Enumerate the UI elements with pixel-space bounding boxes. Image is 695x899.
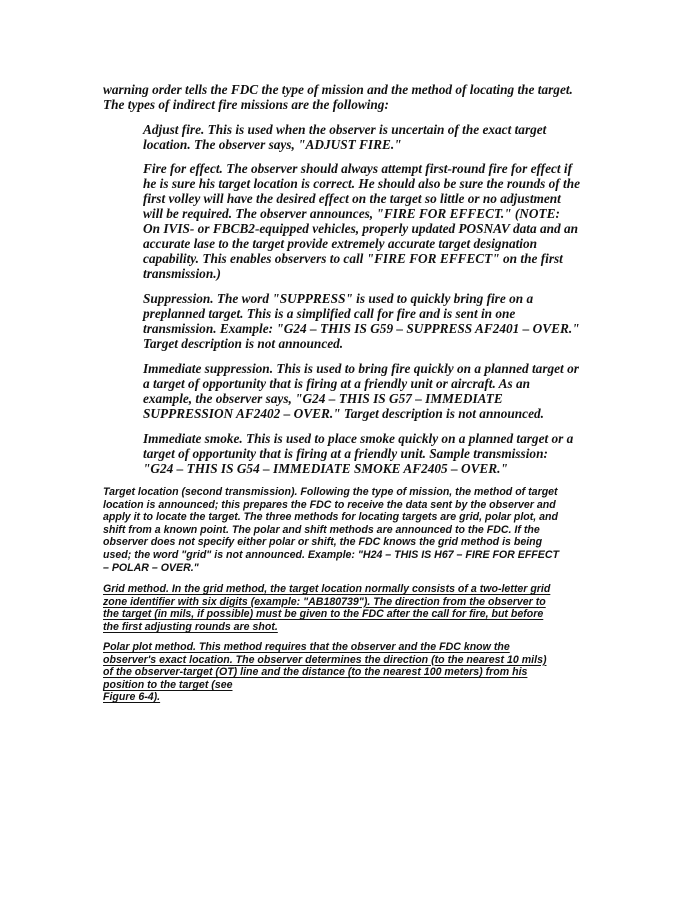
text-line: On IVIS- or FBCB2-equipped vehicles, properly updated POSNAV data and an	[143, 221, 579, 236]
text-line: used; the word "grid" is not announced. Example: "H24 – THIS IS H67 – FIRE FOR EFFECT	[103, 548, 559, 561]
text-line: The types of indirect fire missions are the following:	[103, 97, 389, 112]
intro-paragraph	[103, 82, 573, 112]
text-line: Grid method. In the grid method, the target location normally consists of a two-letter grid	[103, 583, 551, 595]
polar-method-paragraph	[103, 641, 546, 704]
text-line: example, the observer says, "G24 – THIS IS G57 – IMMEDIATE	[143, 391, 503, 406]
mission-adjust-fire	[143, 122, 546, 152]
text-line: of the observer-target (OT) line and the distance (to the nearest 100 meters) from his	[103, 666, 528, 679]
figure-link[interactable]: Figure 6-4).	[103, 691, 161, 704]
text-line: zone identifier with six digits (example: "AB180739"). The direction from the observer to	[103, 595, 546, 608]
text-line: first volley will have the desired effect on the target so little or no adjustment	[143, 191, 561, 206]
text-line: – POLAR – OVER."	[103, 561, 199, 574]
text-line: Adjust fire. This is used when the observer is uncertain of the exact target	[143, 122, 547, 137]
text-line: preplanned target. This is a simplified call for fire and is sent in one	[143, 306, 516, 321]
text-line: warning order tells the FDC the type of mission and the method of locating the target.	[103, 82, 573, 97]
text-line: location. The observer says, "ADJUST FIRE."	[143, 137, 402, 152]
text-line: the target (in mils, if possible) must be given to the FDC after the call for fire, but before	[103, 608, 544, 621]
text-line: capability. This enables observers to call "FIRE FOR EFFECT" on the first	[143, 251, 563, 266]
text-line: the first adjusting rounds are shot.	[103, 620, 278, 633]
text-line: a target of opportunity that is firing at a friendly unit or aircraft. As an	[143, 376, 531, 391]
text-line: Fire for effect. The observer should always attempt first-round fire for effect if	[143, 161, 573, 176]
mission-fire-for-effect	[143, 161, 580, 281]
target-location-paragraph	[103, 486, 559, 574]
text-line: he is sure his target location is correct. He should also be sure the rounds of the	[143, 176, 580, 191]
text-line: Target location (second transmission). Following the type of mission, the method of target	[103, 486, 558, 498]
text-line: Immediate smoke. This is used to place smoke quickly on a planned target or a	[143, 431, 574, 446]
text-line: transmission.)	[143, 266, 221, 281]
text-line: accurate lase to the target provide extremely accurate target designation	[143, 236, 538, 251]
mission-suppression	[143, 291, 580, 351]
grid-method-paragraph	[103, 583, 550, 633]
text-line: Polar plot method. This method requires that the observer and the FDC know the	[103, 641, 510, 653]
mission-immediate-smoke	[143, 431, 573, 476]
text-line: Suppression. The word "SUPPRESS" is used to quickly bring fire on a	[143, 291, 534, 306]
text-line: target of opportunity that is firing at a friendly unit. Sample transmission:	[143, 446, 548, 461]
text-line: position to the target (see	[103, 678, 233, 691]
text-line: transmission. Example: "G24 – THIS IS G59 – SUPPRESS AF2401 – OVER."	[143, 321, 580, 336]
text-line: Target description is not announced.	[143, 336, 344, 351]
text-line: "G24 – THIS IS G54 – IMMEDIATE SMOKE AF2405 – OVER."	[143, 461, 508, 476]
text-line: location is announced; this prepares the FDC to receive the data sent by the observer and	[103, 498, 556, 511]
text-line: SUPPRESSION AF2402 – OVER." Target description is not announced.	[143, 406, 544, 421]
mission-immediate-suppression	[143, 361, 579, 421]
text-line: observer's exact location. The observer determines the direction (to the nearest 10 mils)	[103, 653, 547, 666]
text-line: shift from a known point. The polar and shift methods are announced to the FDC. If the	[103, 523, 540, 536]
text-line: will be required. The observer announces, "FIRE FOR EFFECT." (NOTE:	[143, 206, 560, 221]
text-line: Immediate suppression. This is used to bring fire quickly on a planned target or	[143, 361, 579, 376]
text-line: observer does not specify either polar or shift, the FDC knows the grid method is being	[103, 536, 543, 549]
text-line: apply it to locate the target. The three methods for locating targets are grid, polar plot, and	[103, 511, 559, 524]
